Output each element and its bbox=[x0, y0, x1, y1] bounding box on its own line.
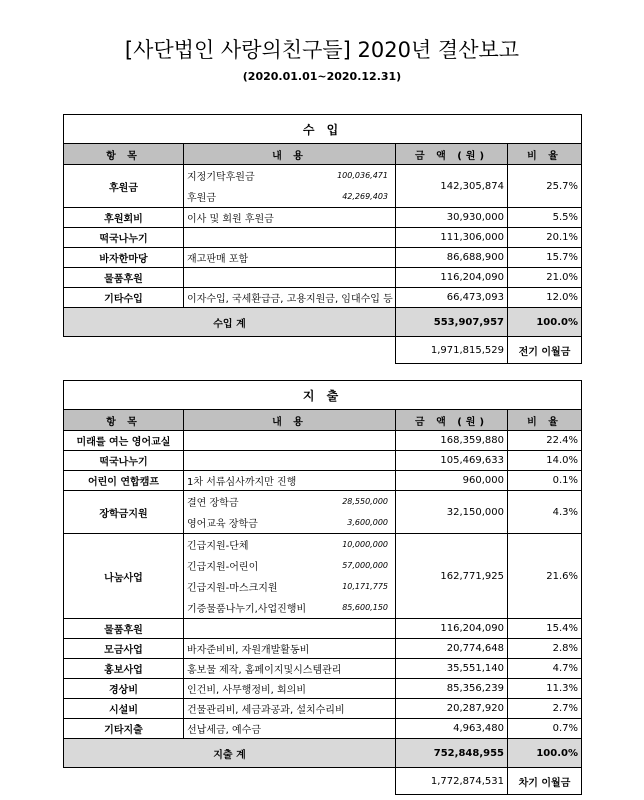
row-rate: 12.0% bbox=[508, 288, 582, 308]
header-row bbox=[64, 410, 582, 431]
row-content bbox=[184, 431, 396, 451]
row-rate: 2.8% bbox=[508, 639, 582, 659]
sub-entry-amount: 42,269,403 bbox=[342, 192, 388, 201]
row-amount: 116,204,090 bbox=[396, 268, 508, 288]
row-item: 물품후원 bbox=[64, 268, 184, 288]
sub-entry-label: 후원금 bbox=[187, 193, 216, 204]
header-amount: 금 액 (원) bbox=[396, 144, 508, 165]
row-rate: 2.7% bbox=[508, 699, 582, 719]
section-row bbox=[64, 115, 582, 144]
sub-entry-amount: 3,600,000 bbox=[347, 518, 388, 527]
section-title: 지 출 bbox=[64, 381, 582, 410]
row-amount: 168,359,880 bbox=[396, 431, 508, 451]
carry-row bbox=[64, 768, 582, 795]
carry-spacer bbox=[64, 768, 396, 795]
sub-entry bbox=[187, 491, 392, 512]
carry-amount: 1,772,874,531 bbox=[396, 768, 508, 795]
row-item: 나눔사업 bbox=[64, 534, 184, 619]
row-content: 홍보물 제작, 홈페이지및시스템관리 bbox=[184, 659, 396, 679]
row-item: 떡국나누기 bbox=[64, 451, 184, 471]
total-rate: 100.0% bbox=[508, 739, 582, 768]
row-amount: 66,473,093 bbox=[396, 288, 508, 308]
row-amount: 86,688,900 bbox=[396, 248, 508, 268]
table-row bbox=[64, 719, 582, 739]
table-row bbox=[64, 679, 582, 699]
table-row bbox=[64, 451, 582, 471]
row-item: 시설비 bbox=[64, 699, 184, 719]
row-amount: 116,204,090 bbox=[396, 619, 508, 639]
row-rate: 0.1% bbox=[508, 471, 582, 491]
row-rate: 15.7% bbox=[508, 248, 582, 268]
page-title: [사단법인 사랑의친구들] 2020년 결산보고 bbox=[124, 38, 520, 62]
row-content bbox=[184, 491, 396, 534]
row-rate: 4.7% bbox=[508, 659, 582, 679]
table-row bbox=[64, 534, 582, 619]
row-item: 기타지출 bbox=[64, 719, 184, 739]
total-label: 지출 계 bbox=[64, 739, 396, 768]
row-item: 기타수입 bbox=[64, 288, 184, 308]
row-rate: 14.0% bbox=[508, 451, 582, 471]
row-amount: 960,000 bbox=[396, 471, 508, 491]
header-item: 항 목 bbox=[64, 410, 184, 431]
carry-amount: 1,971,815,529 bbox=[396, 337, 508, 364]
sub-entry-amount: 85,600,150 bbox=[342, 603, 388, 612]
row-rate: 11.3% bbox=[508, 679, 582, 699]
sub-entry-label: 긴급지원-어린이 bbox=[187, 562, 259, 573]
row-rate: 22.4% bbox=[508, 431, 582, 451]
row-amount: 20,774,648 bbox=[396, 639, 508, 659]
sub-entry-label: 결연 장학금 bbox=[187, 498, 239, 509]
header-content: 내 용 bbox=[184, 144, 396, 165]
sub-entry-amount: 28,550,000 bbox=[342, 497, 388, 506]
header-rate: 비 율 bbox=[508, 410, 582, 431]
section-title: 수 입 bbox=[64, 115, 582, 144]
row-item: 후원금 bbox=[64, 165, 184, 208]
table-row bbox=[64, 639, 582, 659]
row-amount: 85,356,239 bbox=[396, 679, 508, 699]
row-amount: 35,551,140 bbox=[396, 659, 508, 679]
report-period: (2020.01.01~2020.12.31) bbox=[242, 70, 402, 83]
row-content: 이자수입, 국세환급금, 고용지원금, 임대수입 등 bbox=[184, 288, 396, 308]
table-row bbox=[64, 208, 582, 228]
row-rate: 0.7% bbox=[508, 719, 582, 739]
row-item: 바자한마당 bbox=[64, 248, 184, 268]
sub-entry-label: 긴급지원-마스크지원 bbox=[187, 583, 278, 594]
row-item: 물품후원 bbox=[64, 619, 184, 639]
row-content bbox=[184, 228, 396, 248]
row-content: 재고판매 포함 bbox=[184, 248, 396, 268]
row-rate: 25.7% bbox=[508, 165, 582, 208]
carry-label: 전기 이월금 bbox=[508, 337, 582, 364]
row-rate: 21.0% bbox=[508, 268, 582, 288]
row-item: 떡국나누기 bbox=[64, 228, 184, 248]
row-rate: 15.4% bbox=[508, 619, 582, 639]
table-row bbox=[64, 619, 582, 639]
row-rate: 20.1% bbox=[508, 228, 582, 248]
sub-entry bbox=[187, 597, 392, 618]
table-row bbox=[64, 431, 582, 451]
carry-label: 차기 이월금 bbox=[508, 768, 582, 795]
row-amount: 105,469,633 bbox=[396, 451, 508, 471]
row-content bbox=[184, 534, 396, 619]
sub-entry-label: 지정기탁후원금 bbox=[187, 172, 255, 183]
row-item: 모금사업 bbox=[64, 639, 184, 659]
row-rate: 5.5% bbox=[508, 208, 582, 228]
total-amount: 553,907,957 bbox=[396, 308, 508, 337]
table-row bbox=[64, 659, 582, 679]
carry-row bbox=[64, 337, 582, 364]
row-content: 건물관리비, 세금과공과, 설치수리비 bbox=[184, 699, 396, 719]
row-item: 홍보사업 bbox=[64, 659, 184, 679]
row-content: 이사 및 회원 후원금 bbox=[184, 208, 396, 228]
table-row bbox=[64, 288, 582, 308]
row-item: 미래를 여는 영어교실 bbox=[64, 431, 184, 451]
row-rate: 21.6% bbox=[508, 534, 582, 619]
row-content bbox=[184, 165, 396, 208]
carry-spacer bbox=[64, 337, 396, 364]
row-amount: 30,930,000 bbox=[396, 208, 508, 228]
total-row bbox=[64, 308, 582, 337]
total-row bbox=[64, 739, 582, 768]
total-amount: 752,848,955 bbox=[396, 739, 508, 768]
header-rate: 비 율 bbox=[508, 144, 582, 165]
table-row bbox=[64, 471, 582, 491]
row-amount: 4,963,480 bbox=[396, 719, 508, 739]
header-amount: 금 액 (원) bbox=[396, 410, 508, 431]
row-content: 인건비, 사무행정비, 회의비 bbox=[184, 679, 396, 699]
row-item: 어린이 연합캠프 bbox=[64, 471, 184, 491]
row-amount: 32,150,000 bbox=[396, 491, 508, 534]
sub-entry bbox=[187, 512, 392, 533]
row-rate: 4.3% bbox=[508, 491, 582, 534]
table-row bbox=[64, 491, 582, 534]
total-rate: 100.0% bbox=[508, 308, 582, 337]
header-content: 내 용 bbox=[184, 410, 396, 431]
header-row bbox=[64, 144, 582, 165]
table-row bbox=[64, 228, 582, 248]
sub-entry-label: 기증물품나누기,사업진행비 bbox=[187, 604, 307, 615]
row-content: 선납세금, 예수금 bbox=[184, 719, 396, 739]
row-content: 1차 서류심사까지만 진행 bbox=[184, 471, 396, 491]
row-item: 경상비 bbox=[64, 679, 184, 699]
row-item: 장학금지원 bbox=[64, 491, 184, 534]
row-item: 후원회비 bbox=[64, 208, 184, 228]
row-amount: 111,306,000 bbox=[396, 228, 508, 248]
row-content bbox=[184, 268, 396, 288]
sub-entry bbox=[187, 555, 392, 576]
row-amount: 142,305,874 bbox=[396, 165, 508, 208]
row-content bbox=[184, 619, 396, 639]
sub-entry bbox=[187, 165, 392, 186]
table-row bbox=[64, 699, 582, 719]
row-content bbox=[184, 451, 396, 471]
table-row bbox=[64, 268, 582, 288]
row-amount: 162,771,925 bbox=[396, 534, 508, 619]
section-row bbox=[64, 381, 582, 410]
income-table bbox=[63, 114, 582, 364]
sub-entry-amount: 10,000,000 bbox=[342, 540, 388, 549]
sub-entry-label: 영어교육 장학금 bbox=[187, 519, 258, 530]
sub-entry bbox=[187, 186, 392, 207]
header-item: 항 목 bbox=[64, 144, 184, 165]
expense-table bbox=[63, 380, 582, 795]
sub-entry-amount: 57,000,000 bbox=[342, 561, 388, 570]
sub-entry-amount: 10,171,775 bbox=[342, 582, 388, 591]
total-label: 수입 계 bbox=[64, 308, 396, 337]
row-content: 바자준비비, 자원개발활동비 bbox=[184, 639, 396, 659]
table-row bbox=[64, 248, 582, 268]
sub-entry-label: 긴급지원-단체 bbox=[187, 541, 249, 552]
table-row bbox=[64, 165, 582, 208]
sub-entry bbox=[187, 534, 392, 555]
row-amount: 20,287,920 bbox=[396, 699, 508, 719]
sub-entry-amount: 100,036,471 bbox=[337, 171, 388, 180]
sub-entry bbox=[187, 576, 392, 597]
